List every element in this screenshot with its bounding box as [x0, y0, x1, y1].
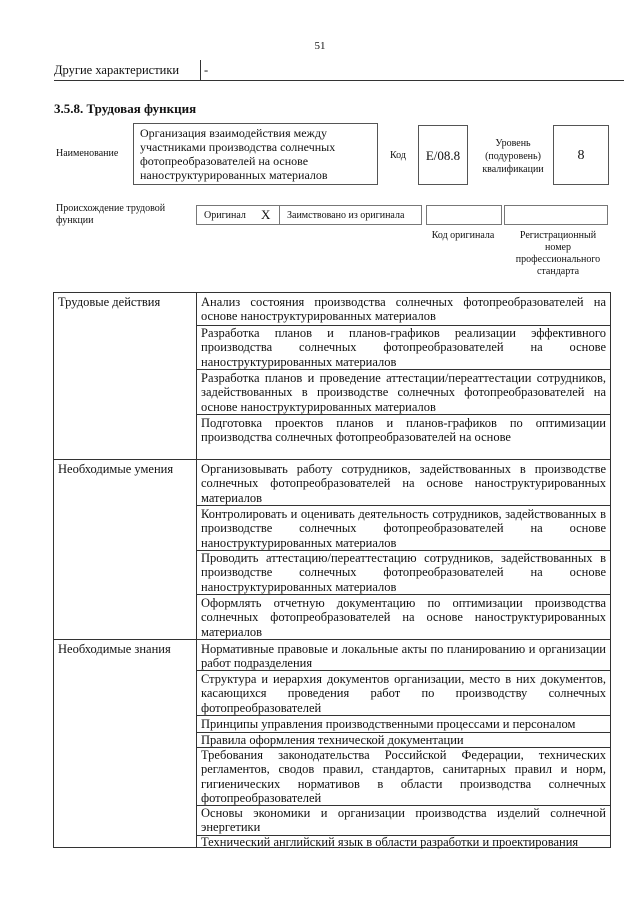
code-label: Код	[390, 150, 406, 161]
origin-label: Происхождение трудовой функции	[56, 203, 166, 226]
column-divider	[196, 293, 197, 847]
reg-number-label: Регистрационный номер профессионального стандарта	[515, 230, 601, 277]
knowledge-item: Правила оформления технической документации	[201, 733, 464, 747]
skill-item: Контролировать и оценивать деятельность сотрудников, задействованных в производстве солнечных фотопреобразователей на основе наноструктурированных материалов	[201, 507, 606, 550]
row-divider	[197, 670, 611, 671]
row-divider	[197, 715, 611, 716]
origin-strip	[196, 205, 422, 225]
level-value: 8	[553, 125, 609, 185]
code-value: E/08.8	[418, 125, 468, 185]
row-divider	[197, 414, 611, 415]
required-knowledge-label: Необходимые знания	[58, 642, 171, 656]
other-characteristics-row	[54, 60, 624, 81]
knowledge-item: Нормативные правовые и локальные акты по планированию и организации работ подразделения	[201, 642, 606, 671]
knowledge-item: Структура и иерархия документов организации, место в них документов, касающихся проведения работ по производству солнечных фотопреобразователей	[201, 672, 606, 715]
knowledge-item: Основы экономики и организации производства изделий солнечной энергетики	[201, 806, 606, 835]
row-divider	[197, 594, 611, 595]
skill-item: Организовывать работу сотрудников, задействованных в производстве солнечных фотопреобразователей на основе наноструктурированных материалов	[201, 462, 606, 505]
labor-actions-label: Трудовые действия	[58, 295, 161, 309]
labor-action-item: Подготовка проектов планов и планов-графиков по оптимизации производства солнечных фотопреобразователей на основе	[201, 416, 606, 445]
row-divider	[197, 505, 611, 506]
original-mark: X	[261, 207, 271, 222]
original-label: Оригинал	[204, 210, 246, 221]
level-label: Уровень (подуровень) квалификации	[482, 138, 544, 175]
knowledge-item: Технический английский язык в области разработки и проектирования	[201, 835, 579, 849]
function-name-box: Организация взаимодействия между участниками производства солнечных фотопреобразователей на основе наноструктурированных материалов	[133, 123, 378, 185]
page-number: 51	[314, 40, 326, 52]
row-divider	[197, 369, 611, 370]
other-characteristics-label: Другие характеристики	[54, 60, 201, 80]
original-code-label: Код оригинала	[431, 230, 495, 241]
required-skills-label: Необходимые умения	[58, 462, 174, 476]
skill-item: Проводить аттестацию/переаттестацию сотрудников, задействованных в производстве солнечных фотопреобразователей на основе наноструктурированных материалов	[201, 551, 606, 594]
borrowed-label: Заимствовано из оригинала	[287, 210, 405, 221]
original-code-box	[426, 205, 502, 225]
other-characteristics-value: -	[204, 63, 209, 77]
name-label: Наименование	[56, 148, 119, 159]
category-divider	[54, 639, 611, 640]
labor-action-item: Разработка планов и проведение аттестации/переаттестации сотрудников, задействованных в производстве солнечных фотопреобразователей на основе наноструктурированных материалов	[201, 371, 606, 414]
labor-action-item: Анализ состояния производства солнечных фотопреобразователей на основе наноструктурированных материалов	[201, 295, 606, 324]
knowledge-item: Принципы управления производственными процессами и персоналом	[201, 717, 576, 731]
origin-divider	[279, 206, 280, 224]
function-table	[53, 292, 611, 848]
reg-number-box	[504, 205, 608, 225]
section-title: 3.5.8. Трудовая функция	[54, 101, 197, 116]
knowledge-item: Требования законодательства Российской Федерации, технических регламентов, сводов правил, стандартов, санитарных правил и норм, гигиенических нормативов в области производства солнечных фотопреобразователей	[201, 748, 606, 805]
skill-item: Оформлять отчетную документацию по оптимизации производства солнечных фотопреобразователей на основе наноструктурированных материалов	[201, 596, 606, 639]
labor-action-item: Разработка планов и планов-графиков реализации эффективного производства солнечных фотопреобразователей на основе наноструктурированных материалов	[201, 326, 606, 369]
category-divider	[54, 459, 611, 460]
